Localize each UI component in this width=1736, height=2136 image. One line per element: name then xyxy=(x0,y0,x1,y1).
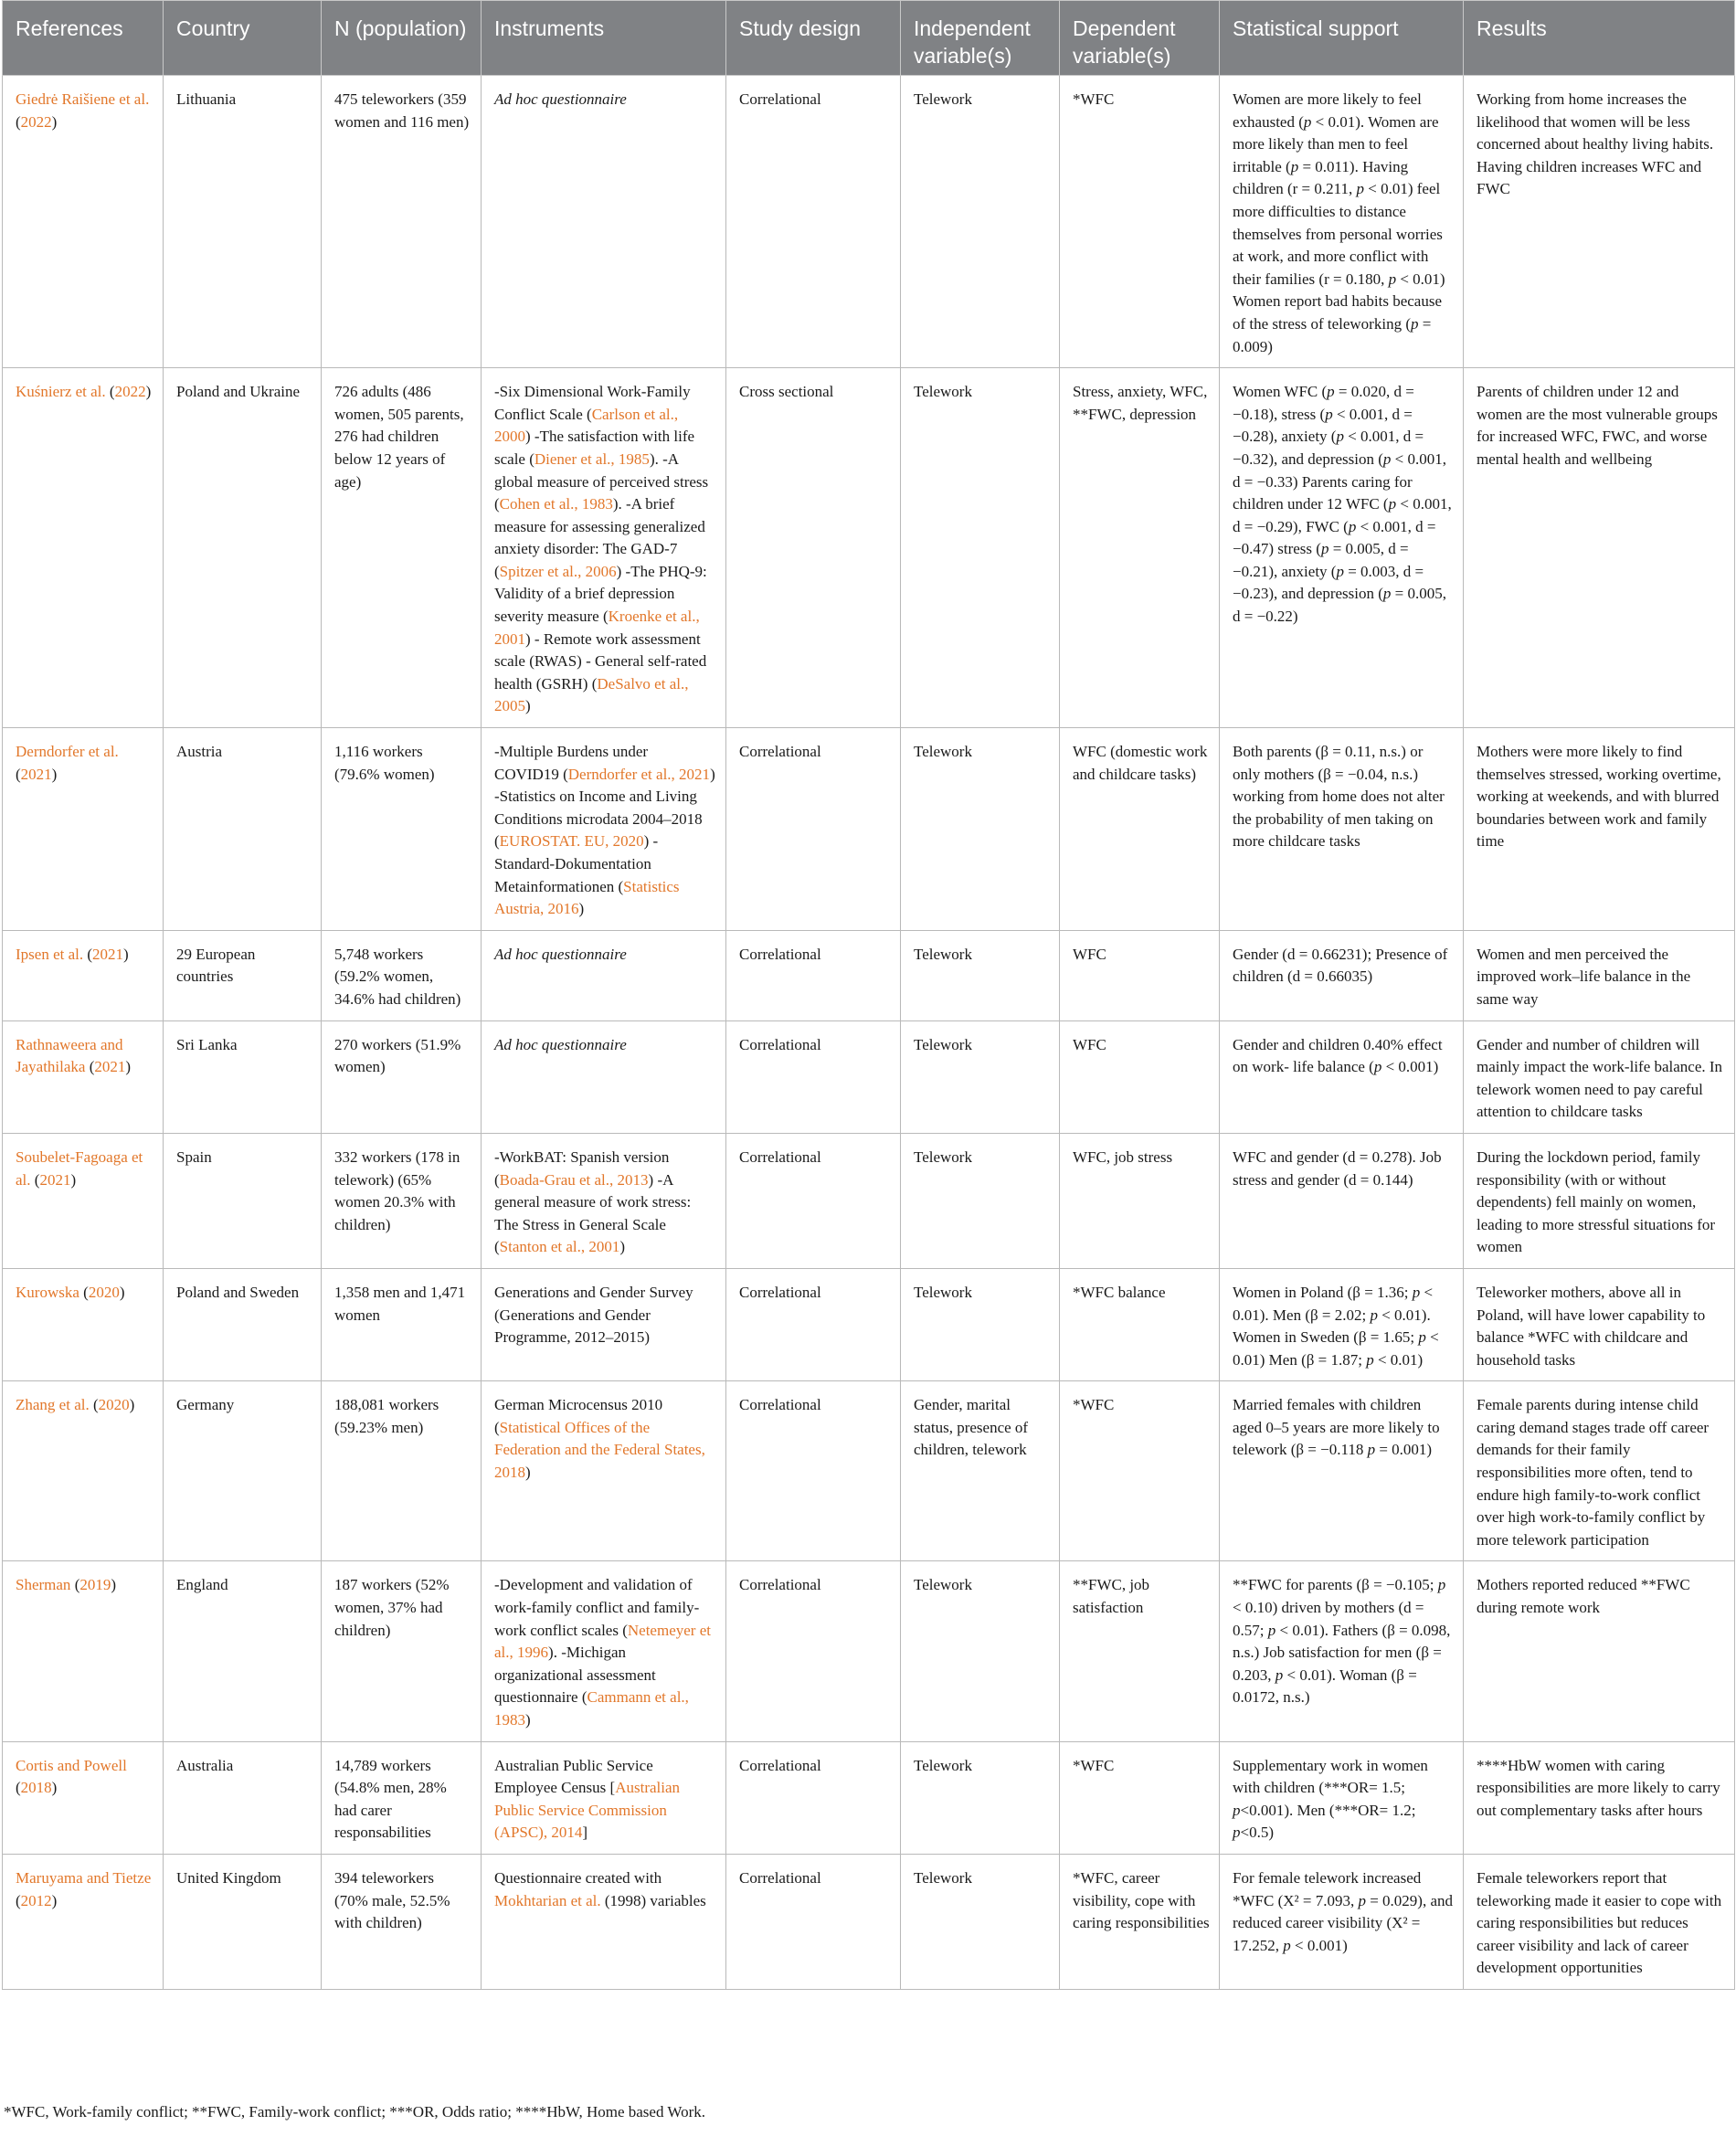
cell-country: Lithuania xyxy=(164,76,322,368)
cell-statistical-support: Married females with children aged 0–5 years are more likely to telework (β = −0.118 p = 0.001) xyxy=(1220,1381,1464,1561)
cell-results: Parents of children under 12 and women are the most vulnerable groups for increased WFC, FWC, and worse mental health and wellbeing xyxy=(1464,368,1735,728)
cell-reference: Cortis and Powell (2018) xyxy=(3,1741,164,1854)
header-references: References xyxy=(3,1,164,76)
cell-dependent-variables: WFC (domestic work and childcare tasks) xyxy=(1060,728,1220,931)
reference-author-link[interactable]: Rathnaweera and Jayathilaka xyxy=(16,1035,123,1076)
citation-link[interactable]: Stanton et al., 2001 xyxy=(499,1238,620,1256)
cell-instruments xyxy=(482,728,726,931)
cell-independent-variables: Telework xyxy=(901,1561,1060,1741)
instrument-text: -Multiple Burdens under COVID19 ( xyxy=(494,743,649,783)
cell-country: 29 European countries xyxy=(164,930,322,1020)
cell-results: Working from home increases the likelihood that women will be less concerned about healthy living habits. Having children increases WFC and FWC xyxy=(1464,76,1735,368)
reference-year-link[interactable]: 2020 xyxy=(98,1396,130,1414)
instrument-text: ) - Remote work assessment scale (RWAS) - General self-rated health (GSRH) ( xyxy=(494,629,707,693)
reference-author-link[interactable]: Zhang et al. xyxy=(16,1396,90,1414)
citation-link[interactable]: Cammann et al., 1983 xyxy=(494,1688,689,1729)
cell-reference: Giedrė Raišiene et al. (2022) xyxy=(3,76,164,368)
citation-link[interactable]: Statistics Austria, 2016 xyxy=(494,877,680,918)
cell-instruments xyxy=(482,930,726,1020)
cell-study-design: Cross sectional xyxy=(726,368,901,728)
cell-statistical-support: **FWC for parents (β = −0.105; p < 0.10) driven by mothers (d = 0.57; p < 0.01). Fathers (β = 0.098, n.s.) Job satisfaction for men (β = 0.203, p < 0.01). Woman (β = 0.0172, n.s.) xyxy=(1220,1561,1464,1741)
table-row xyxy=(3,1854,1735,1989)
instrument-text: ] xyxy=(582,1824,588,1842)
cell-statistical-support: Supplementary work in women with children (***OR= 1.5; p<0.001). Men (***OR= 1.2; p<0.5) xyxy=(1220,1741,1464,1854)
reference-year-link[interactable]: 2021 xyxy=(92,945,124,963)
cell-dependent-variables: WFC xyxy=(1060,1020,1220,1133)
citation-link[interactable]: Diener et al., 1985 xyxy=(534,449,650,468)
cell-study-design: Correlational xyxy=(726,1133,901,1268)
header-independent-variables: Independent variable(s) xyxy=(901,1,1060,76)
cell-statistical-support: Gender (d = 0.66231); Presence of children (d = 0.66035) xyxy=(1220,930,1464,1020)
cell-results: Women and men perceived the improved work–life balance in the same way xyxy=(1464,930,1735,1020)
citation-link[interactable]: DeSalvo et al., 2005 xyxy=(494,674,689,715)
reference-author-link[interactable]: Kurowska xyxy=(16,1283,79,1301)
literature-table xyxy=(2,0,1735,1990)
cell-country: Germany xyxy=(164,1381,322,1561)
cell-results: Female teleworkers report that teleworking made it easier to cope with caring responsibilities but reduces career visibility and lack of career development opportunities xyxy=(1464,1854,1735,1989)
reference-author-link[interactable]: Maruyama and Tietze xyxy=(16,1868,152,1887)
citation-link[interactable]: Mokhtarian et al. xyxy=(494,1891,601,1909)
cell-dependent-variables: *WFC xyxy=(1060,76,1220,368)
reference-author-link[interactable]: Soubelet-Fagoaga et al. xyxy=(16,1147,143,1189)
cell-dependent-variables: Stress, anxiety, WFC, **FWC, depression xyxy=(1060,368,1220,728)
cell-study-design: Correlational xyxy=(726,1561,901,1741)
citation-link[interactable]: Spitzer et al., 2006 xyxy=(499,562,617,580)
cell-reference: Kurowska (2020) xyxy=(3,1268,164,1380)
cell-n-population: 475 teleworkers (359 women and 116 men) xyxy=(322,76,482,368)
instrument-text: Generations and Gender Survey (Generations and Gender Programme, 2012–2015) xyxy=(494,1283,693,1347)
cell-statistical-support: For female telework increased *WFC (X² = 7.093, p = 0.029), and reduced career visibility (X² = 17.252, p < 0.001) xyxy=(1220,1854,1464,1989)
header-results: Results xyxy=(1464,1,1735,76)
cell-n-population: 270 workers (51.9% women) xyxy=(322,1020,482,1133)
cell-results: Female parents during intense child caring demand stages trade off career demands for their family responsibilities more often, tend to endure high family-to-work conflict over high work-to-family conflict by more telework participation xyxy=(1464,1381,1735,1561)
cell-reference: Sherman (2019) xyxy=(3,1561,164,1741)
cell-dependent-variables: WFC xyxy=(1060,930,1220,1020)
table-row xyxy=(3,1561,1735,1741)
cell-study-design: Correlational xyxy=(726,728,901,931)
cell-statistical-support: Both parents (β = 0.11, n.s.) or only mothers (β = −0.04, n.s.) working from home does not alter the probability of men taking on more childcare tasks xyxy=(1220,728,1464,931)
reference-author-link[interactable]: Ipsen et al. xyxy=(16,945,84,963)
cell-results: Mothers were more likely to find themselves stressed, working overtime, working at weekends, and with blurred boundaries between work and family time xyxy=(1464,728,1735,931)
header-instruments: Instruments xyxy=(482,1,726,76)
instrument-text: ) -A general measure of work stress: The Stress in General Scale ( xyxy=(494,1170,692,1256)
citation-link[interactable]: Boada-Grau et al., 2013 xyxy=(499,1170,649,1189)
cell-n-population: 394 teleworkers (70% male, 52.5% with children) xyxy=(322,1854,482,1989)
cell-statistical-support: WFC and gender (d = 0.278). Job stress and gender (d = 0.144) xyxy=(1220,1133,1464,1268)
reference-author-link[interactable]: Derndorfer et al. xyxy=(16,743,119,761)
instrument-text: ) -Statistics on Income and Living Conditions microdata 2004–2018 ( xyxy=(494,765,715,851)
cell-dependent-variables: *WFC balance xyxy=(1060,1268,1220,1380)
cell-country: Spain xyxy=(164,1133,322,1268)
cell-reference: Rathnaweera and Jayathilaka (2021) xyxy=(3,1020,164,1133)
reference-year-link[interactable]: 2020 xyxy=(88,1283,120,1301)
instrument-text: (1998) variables xyxy=(600,1891,706,1909)
cell-results: Mothers reported reduced **FWC during remote work xyxy=(1464,1561,1735,1741)
cell-independent-variables: Telework xyxy=(901,1133,1060,1268)
header-n-population: N (population) xyxy=(322,1,482,76)
instrument-text: ) -The PHQ-9: Validity of a brief depression severity measure ( xyxy=(494,562,707,626)
reference-year-link[interactable]: 2022 xyxy=(20,112,52,131)
instrument-text: Ad hoc questionnaire xyxy=(494,945,627,963)
cell-n-population: 332 workers (178 in telework) (65% women 20.3% with children) xyxy=(322,1133,482,1268)
cell-independent-variables: Telework xyxy=(901,1854,1060,1989)
cell-n-population: 14,789 workers (54.8% men, 28% had carer responsabilities xyxy=(322,1741,482,1854)
cell-statistical-support: Women in Poland (β = 1.36; p < 0.01). Men (β = 2.02; p < 0.01). Women in Sweden (β = 1.65; p < 0.01) Men (β = 1.87; p < 0.01) xyxy=(1220,1268,1464,1380)
instrument-text: ) -The satisfaction with life scale ( xyxy=(494,428,695,468)
cell-independent-variables: Telework xyxy=(901,76,1060,368)
cell-country: Sri Lanka xyxy=(164,1020,322,1133)
instrument-text: Questionnaire created with xyxy=(494,1868,662,1887)
cell-country: United Kingdom xyxy=(164,1854,322,1989)
cell-independent-variables: Telework xyxy=(901,930,1060,1020)
cell-n-population: 187 workers (52% women, 37% had children) xyxy=(322,1561,482,1741)
cell-n-population: 726 adults (486 women, 505 parents, 276 had children below 12 years of age) xyxy=(322,368,482,728)
reference-year-link[interactable]: 2012 xyxy=(20,1891,52,1909)
reference-year-link[interactable]: 2021 xyxy=(39,1170,71,1189)
instrument-text: Ad hoc questionnaire xyxy=(494,90,627,108)
cell-n-population: 1,358 men and 1,471 women xyxy=(322,1268,482,1380)
citation-link[interactable]: Netemeyer et al., 1996 xyxy=(494,1621,711,1662)
cell-reference: Maruyama and Tietze (2012) xyxy=(3,1854,164,1989)
cell-country: Australia xyxy=(164,1741,322,1854)
cell-n-population: 5,748 workers (59.2% women, 34.6% had children) xyxy=(322,930,482,1020)
cell-dependent-variables: *WFC, career visibility, cope with caring responsibilities xyxy=(1060,1854,1220,1989)
cell-n-population: 1,116 workers (79.6% women) xyxy=(322,728,482,931)
reference-year-link[interactable]: 2018 xyxy=(20,1779,52,1797)
reference-year-link[interactable]: 2019 xyxy=(79,1576,111,1594)
cell-statistical-support: Women are more likely to feel exhausted (p < 0.01). Women are more likely than men to feel irritable (p = 0.011). Having children (r = 0.211, p < 0.01) feel more difficulties to distance themselves from personal worries at work, and more conflict with their families (r = 0.180, p < 0.01) Women report bad habits because of the stress of teleworking (p = 0.009) xyxy=(1220,76,1464,368)
cell-reference: Ipsen et al. (2021) xyxy=(3,930,164,1020)
cell-dependent-variables: *WFC xyxy=(1060,1381,1220,1561)
cell-statistical-support: Women WFC (p = 0.020, d = −0.18), stress (p < 0.001, d = −0.28), anxiety (p < 0.001, d = −0.32), and depression (p < 0.001, d = −0.33) Parents caring for children under 12 WFC (p < 0.001, d = −0.29), FWC (p < 0.001, d = −0.47) stress (p = 0.005, d = −0.21), anxiety (p = 0.003, d = −0.23), and depression (p = 0.005, d = −0.22) xyxy=(1220,368,1464,728)
cell-results: Teleworker mothers, above all in Poland, will have lower capability to balance *WFC with childcare and household tasks xyxy=(1464,1268,1735,1380)
table-row xyxy=(3,1020,1735,1133)
cell-instruments xyxy=(482,1854,726,1989)
cell-study-design: Correlational xyxy=(726,1854,901,1989)
cell-reference: Soubelet-Fagoaga et al. (2021) xyxy=(3,1133,164,1268)
cell-study-design: Correlational xyxy=(726,76,901,368)
instrument-text: ). -Michigan organizational assessment questionnaire ( xyxy=(494,1644,656,1707)
header-study-design: Study design xyxy=(726,1,901,76)
cell-dependent-variables: **FWC, job satisfaction xyxy=(1060,1561,1220,1741)
cell-instruments xyxy=(482,1133,726,1268)
cell-country: Poland and Sweden xyxy=(164,1268,322,1380)
cell-instruments xyxy=(482,1020,726,1133)
table-row xyxy=(3,1268,1735,1380)
citation-link[interactable]: Derndorfer et al., 2021 xyxy=(567,765,711,783)
table-row xyxy=(3,76,1735,368)
header-country: Country xyxy=(164,1,322,76)
instrument-text: ) -Standard-Dokumentation Metainformationen ( xyxy=(494,832,659,895)
cell-reference: Kuśnierz et al. (2022) xyxy=(3,368,164,728)
cell-study-design: Correlational xyxy=(726,1381,901,1561)
cell-results: ****HbW women with caring responsibilities are more likely to carry out complementary tasks after hours xyxy=(1464,1741,1735,1854)
cell-independent-variables: Telework xyxy=(901,728,1060,931)
instrument-text: Ad hoc questionnaire xyxy=(494,1035,627,1053)
reference-author-link[interactable]: Giedrė Raišiene et al. xyxy=(16,90,150,108)
instrument-text: -Six Dimensional Work-Family Conflict Scale ( xyxy=(494,383,691,423)
reference-author-link[interactable]: Sherman xyxy=(16,1576,71,1594)
cell-instruments xyxy=(482,1268,726,1380)
citation-link[interactable]: Australian Public Service Commission (APSC), 2014 xyxy=(494,1779,681,1842)
table-row xyxy=(3,368,1735,728)
cell-results: During the lockdown period, family responsibility (with or without dependents) fell mainly on women, leading to more stressful situations for women xyxy=(1464,1133,1735,1268)
citation-link[interactable]: Kroenke et al., 2001 xyxy=(494,608,700,648)
instrument-text: ) xyxy=(525,1711,531,1729)
instrument-text: ) xyxy=(619,1238,626,1256)
instrument-text: ) xyxy=(525,1464,531,1482)
reference-author-link[interactable]: Kuśnierz et al. xyxy=(16,383,106,401)
cell-independent-variables: Telework xyxy=(901,1268,1060,1380)
cell-instruments xyxy=(482,1741,726,1854)
cell-dependent-variables: *WFC xyxy=(1060,1741,1220,1854)
header-row xyxy=(3,1,1735,76)
reference-year-link[interactable]: 2021 xyxy=(94,1058,126,1076)
cell-n-population: 188,081 workers (59.23% men) xyxy=(322,1381,482,1561)
citation-link[interactable]: EUROSTAT. EU, 2020 xyxy=(499,832,644,851)
cell-independent-variables: Gender, marital status, presence of children, telework xyxy=(901,1381,1060,1561)
instrument-text: German Microcensus 2010 ( xyxy=(494,1396,663,1436)
cell-independent-variables: Telework xyxy=(901,1741,1060,1854)
table-row xyxy=(3,930,1735,1020)
cell-instruments xyxy=(482,76,726,368)
instrument-text: ). -A global measure of perceived stress ( xyxy=(494,449,709,513)
table-row xyxy=(3,1741,1735,1854)
cell-reference: Zhang et al. (2020) xyxy=(3,1381,164,1561)
cell-independent-variables: Telework xyxy=(901,368,1060,728)
citation-link[interactable]: Statistical Offices of the Federation and the Federal States, 2018 xyxy=(494,1418,705,1482)
table-row xyxy=(3,728,1735,931)
table-footnote: *WFC, Work-family conflict; **FWC, Family-work conflict; ***OR, Odds ratio; ****HbW, Home based Work. xyxy=(4,2103,705,2120)
table-row xyxy=(3,1381,1735,1561)
cell-dependent-variables: WFC, job stress xyxy=(1060,1133,1220,1268)
cell-country: Austria xyxy=(164,728,322,931)
cell-statistical-support: Gender and children 0.40% effect on work- life balance (p < 0.001) xyxy=(1220,1020,1464,1133)
instrument-text: Australian Public Service Employee Census [ xyxy=(494,1756,653,1797)
instrument-text: -WorkBAT: Spanish version ( xyxy=(494,1147,670,1189)
cell-country: Poland and Ukraine xyxy=(164,368,322,728)
reference-year-link[interactable]: 2022 xyxy=(114,383,146,401)
cell-reference: Derndorfer et al. (2021) xyxy=(3,728,164,931)
reference-author-link[interactable]: Cortis and Powell xyxy=(16,1756,127,1774)
cell-instruments xyxy=(482,368,726,728)
instrument-text: ) xyxy=(578,900,585,918)
cell-study-design: Correlational xyxy=(726,1268,901,1380)
citation-link[interactable]: Carlson et al., 2000 xyxy=(494,405,679,446)
table-body xyxy=(3,76,1735,1990)
cell-instruments xyxy=(482,1381,726,1561)
cell-results: Gender and number of children will mainly impact the work-life balance. In telework women need to pay careful attention to childcare tasks xyxy=(1464,1020,1735,1133)
header-statistical-support: Statistical support xyxy=(1220,1,1464,76)
citation-link[interactable]: Cohen et al., 1983 xyxy=(499,495,613,513)
header-dependent-variables: Dependent variable(s) xyxy=(1060,1,1220,76)
cell-study-design: Correlational xyxy=(726,930,901,1020)
instrument-text: ). -A brief measure for assessing generalized anxiety disorder: The GAD-7 ( xyxy=(494,495,705,580)
instrument-text: ) xyxy=(525,697,531,715)
instrument-text: -Development and validation of work-family conflict and family-work conflict scales ( xyxy=(494,1576,700,1639)
table-row xyxy=(3,1133,1735,1268)
cell-country: England xyxy=(164,1561,322,1741)
cell-study-design: Correlational xyxy=(726,1020,901,1133)
cell-instruments xyxy=(482,1561,726,1741)
cell-study-design: Correlational xyxy=(726,1741,901,1854)
cell-independent-variables: Telework xyxy=(901,1020,1060,1133)
reference-year-link[interactable]: 2021 xyxy=(20,765,52,783)
